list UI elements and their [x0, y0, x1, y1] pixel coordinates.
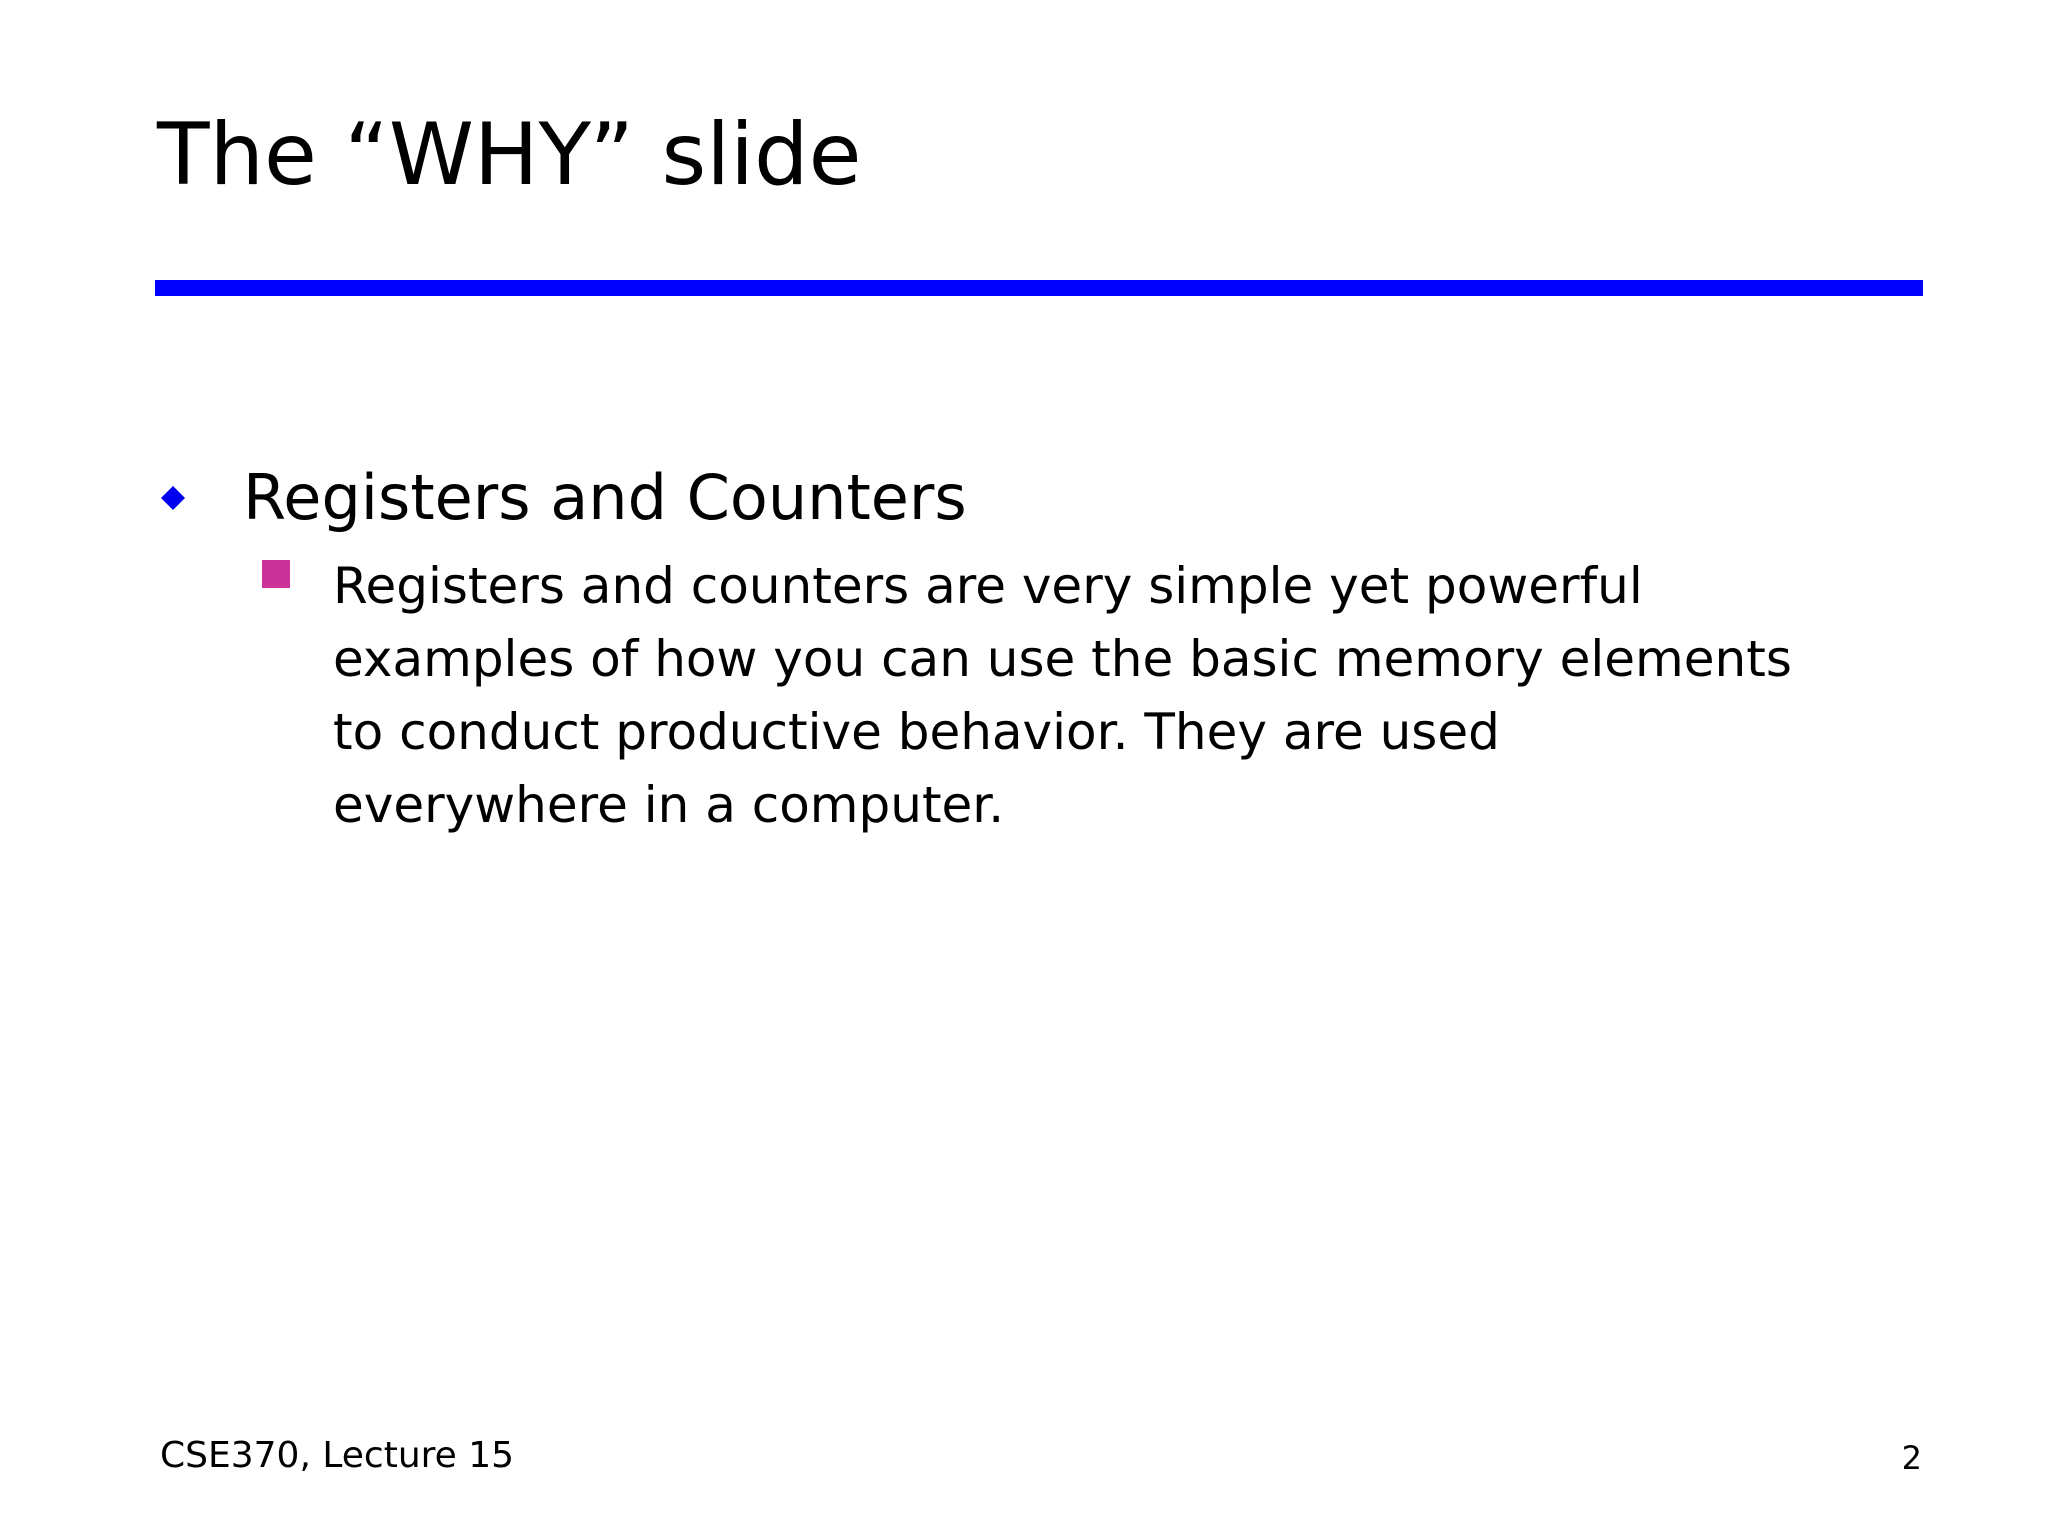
bullet-text-level2: Registers and counters are very simple yet powerful examples of how you can use the basic memory elements to conduct productive behavior. They are used everywhere in a computer. — [333, 557, 1792, 834]
title-divider — [155, 280, 1923, 296]
magenta-square-icon — [262, 560, 290, 588]
slide-title: The “WHY” slide — [157, 105, 862, 205]
bullet-text-level1: Registers and Counters — [243, 461, 967, 534]
footer-course-label: CSE370, Lecture 15 — [160, 1435, 515, 1476]
bullet-item-level1 — [161, 458, 967, 534]
blue-diamond-icon — [161, 486, 185, 510]
slide-page-number: 2 — [1901, 1439, 1922, 1477]
